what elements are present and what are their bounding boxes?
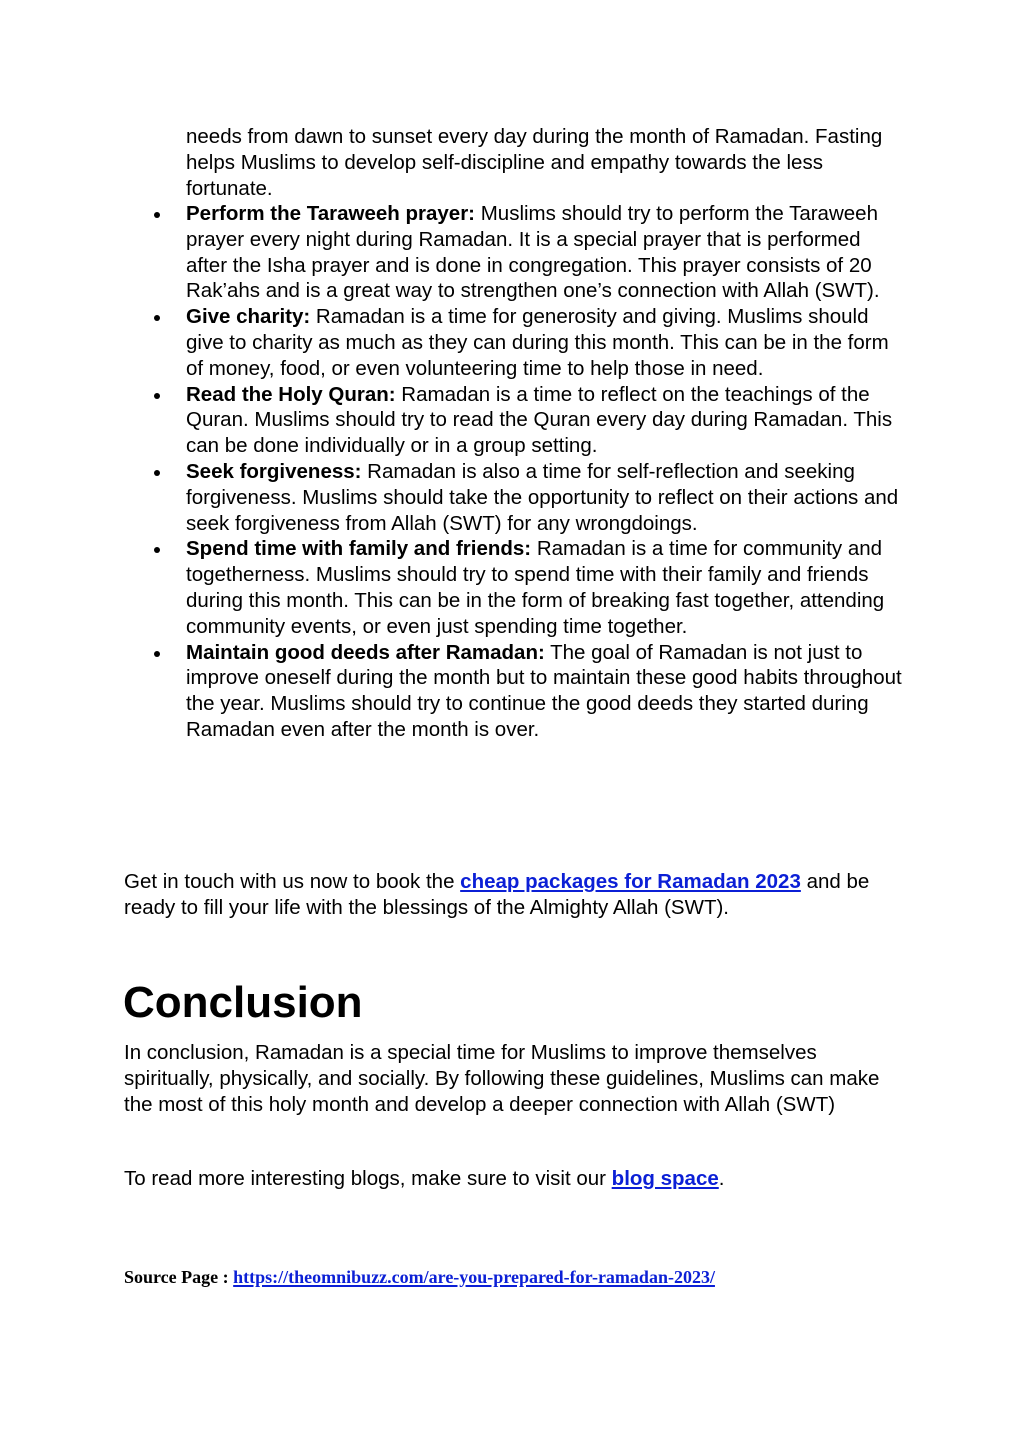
list-item-text: Ramadan is also a time for self-reflection and seeking forgiveness. Muslims should take the opportunity to reflect on their actions and seek forgiveness from Allah (SWT) for any wrongdoings. [186, 459, 899, 535]
list-item-text: Muslims should try to perform the Taraweeh prayer every night during Ramadan. It is a special prayer that is performed after the Isha prayer and is done in congregation. This prayer consists of 20 Rak’ahs and is a great way to strengthen one’s connection with Allah (SWT). [186, 202, 880, 303]
cta-paragraph [124, 869, 904, 921]
cta-text-after: and be ready to fill your life with the blessings of the Almighty Allah (SWT). [124, 870, 870, 919]
list-item-heading: Maintain good deeds after Ramadan: [186, 640, 545, 664]
blog-text-after: . [718, 1167, 725, 1190]
list-item-text: The goal of Ramadan is not just to improve oneself during the month but to maintain these good habits throughout the year. Muslims should try to continue the good deeds they started during Ramadan even after the month is over. [186, 640, 902, 741]
list-item [186, 536, 906, 639]
list-item-heading: Seek forgiveness: [186, 459, 362, 483]
bullet-icon [154, 393, 160, 399]
blog-space-link[interactable]: blog space [611, 1167, 719, 1190]
cta-text-before: Get in touch with us now to book the [124, 870, 461, 893]
source-line [124, 1265, 715, 1289]
intro-continuation-text: needs from dawn to sunset every day during the month of Ramadan. Fasting helps Muslims to develop self-discipline and empathy towards the less fortunate. [186, 125, 883, 200]
list-item-text: Ramadan is a time for community and togetherness. Muslims should try to spend time with their family and friends during this month. This can be in the form of breaking fast together, attending community events, or even just spending time together. [186, 537, 885, 638]
list-item [186, 459, 906, 536]
ramadan-packages-link[interactable]: cheap packages for Ramadan 2023 [460, 870, 801, 893]
source-url-link[interactable]: https://theomnibuzz.com/are-you-prepared-for-ramadan-2023/ [233, 1267, 715, 1287]
bullet-icon [154, 651, 160, 657]
list-item [186, 640, 906, 743]
blog-paragraph [124, 1166, 904, 1192]
list-item-heading: Give charity: [186, 305, 311, 329]
list-item-heading: Read the Holy Quran: [186, 382, 396, 406]
list-item-text: Ramadan is a time to reflect on the teachings of the Quran. Muslims should try to read the Quran every day during Ramadan. This can be done individually or in a group setting. [186, 382, 893, 458]
bullet-icon [154, 315, 160, 321]
bullet-icon [154, 470, 160, 476]
list-item [186, 304, 906, 381]
list-item-heading: Perform the Taraweeh prayer: [186, 202, 476, 225]
guidelines-list [186, 201, 906, 743]
source-label: Source Page : [124, 1267, 234, 1287]
list-item-heading: Spend time with family and friends: [186, 537, 532, 561]
bullet-icon [154, 547, 160, 553]
blog-text-before: To read more interesting blogs, make sure to visit our [124, 1167, 612, 1190]
list-item [186, 382, 906, 459]
conclusion-paragraph: In conclusion, Ramadan is a special time for Muslims to improve themselves spiritually, physically, and socially. By following these guidelines, Muslims can make the most of this holy month and develop a deeper connection with Allah (SWT) [124, 1041, 880, 1116]
list-item [186, 201, 906, 304]
list-item-text: Ramadan is a time for generosity and giving. Muslims should give to charity as much as they can during this month. This can be in the form of money, food, or even volunteering time to help those in need. [186, 305, 889, 380]
conclusion-heading: Conclusion [123, 978, 363, 1027]
bullet-icon [154, 212, 160, 218]
